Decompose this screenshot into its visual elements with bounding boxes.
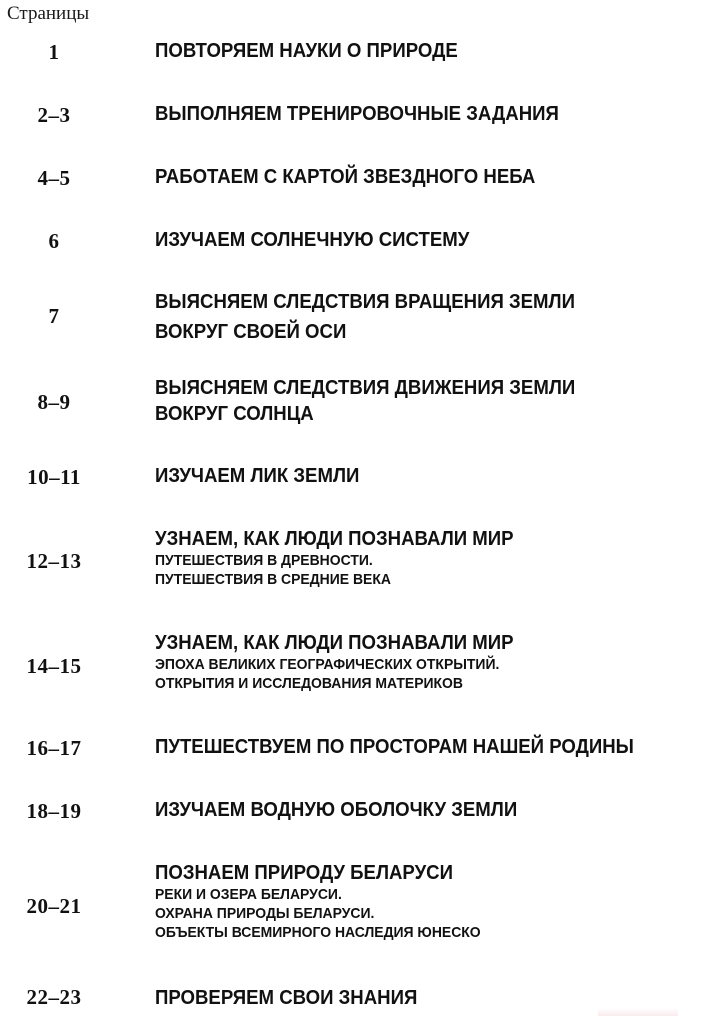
- page-range: 7: [48, 304, 60, 328]
- page-range: 20–21: [26, 894, 82, 918]
- entry-text: [155, 527, 727, 589]
- entry-text: [155, 376, 727, 426]
- entry-title: УЗНАЕМ, КАК ЛЮДИ ПОЗНАВАЛИ МИР: [155, 528, 514, 550]
- entry-subtitle: ОТКРЫТИЯ И ИССЛЕДОВАНИЯ МАТЕРИКОВ: [155, 675, 463, 692]
- page-range: 6: [48, 229, 60, 253]
- page-range: 4–5: [37, 166, 71, 190]
- entry-title: ПОВТОРЯЕМ НАУКИ О ПРИРОДЕ: [155, 40, 458, 62]
- entry-text: [155, 735, 727, 759]
- entry-title: ВЫЯСНЯЕМ СЛЕДСТВИЯ ВРАЩЕНИЯ ЗЕМЛИ: [155, 291, 575, 313]
- entry-title: РАБОТАЕМ С КАРТОЙ ЗВЕЗДНОГО НЕБА: [155, 166, 536, 188]
- entry-title: ИЗУЧАЕМ ВОДНУЮ ОБОЛОЧКУ ЗЕМЛИ: [155, 799, 518, 821]
- entry-text: [155, 102, 727, 126]
- entry-text: [155, 290, 727, 344]
- entry-text: [155, 798, 727, 822]
- entry-text: [155, 631, 727, 693]
- entry-title: ВЫПОЛНЯЕМ ТРЕНИРОВОЧНЫЕ ЗАДАНИЯ: [155, 103, 559, 125]
- entry-text: [155, 228, 727, 252]
- page-range: 1: [48, 40, 60, 64]
- page-range: 16–17: [26, 736, 82, 760]
- entry-title: ИЗУЧАЕМ ЛИК ЗЕМЛИ: [155, 465, 360, 487]
- page-range: 18–19: [26, 799, 82, 823]
- entry-subtitle: ПУТЕШЕСТВИЯ В ДРЕВНОСТИ.: [155, 552, 373, 569]
- scan-mark: [598, 1008, 678, 1016]
- entry-subtitle: ОБЪЕКТЫ ВСЕМИРНОГО НАСЛЕДИЯ ЮНЕСКО: [155, 924, 481, 941]
- page-range: 12–13: [26, 549, 82, 573]
- entry-text: [155, 986, 727, 1010]
- entry-subtitle: ЭПОХА ВЕЛИКИХ ГЕОГРАФИЧЕСКИХ ОТКРЫТИЙ.: [155, 656, 500, 673]
- entry-title: ВЫЯСНЯЕМ СЛЕДСТВИЯ ДВИЖЕНИЯ ЗЕМЛИ: [155, 377, 576, 399]
- entry-title-continued: ВОКРУГ СВОЕЙ ОСИ: [155, 321, 347, 343]
- entry-title: УЗНАЕМ, КАК ЛЮДИ ПОЗНАВАЛИ МИР: [155, 632, 514, 654]
- page-range: 8–9: [37, 390, 71, 414]
- page-range: 14–15: [26, 654, 82, 678]
- page-range: 22–23: [26, 985, 82, 1009]
- entry-subtitle: ОХРАНА ПРИРОДЫ БЕЛАРУСИ.: [155, 905, 375, 922]
- entry-text: [155, 464, 727, 488]
- entry-text: [155, 165, 727, 189]
- entry-text: [155, 861, 727, 942]
- entry-title: ПОЗНАЕМ ПРИРОДУ БЕЛАРУСИ: [155, 862, 453, 884]
- entry-title: ПРОВЕРЯЕМ СВОИ ЗНАНИЯ: [155, 987, 418, 1009]
- page-range: 10–11: [27, 465, 81, 489]
- page-range: 2–3: [37, 103, 71, 127]
- entry-title: ИЗУЧАЕМ СОЛНЕЧНУЮ СИСТЕМУ: [155, 229, 470, 251]
- entry-subtitle: ПУТЕШЕСТВИЯ В СРЕДНИЕ ВЕКА: [155, 571, 391, 588]
- entry-text: [155, 39, 727, 63]
- entry-title: ПУТЕШЕСТВУЕМ ПО ПРОСТОРАМ НАШЕЙ РОДИНЫ: [155, 736, 634, 758]
- entry-subtitle: РЕКИ И ОЗЕРА БЕЛАРУСИ.: [155, 886, 342, 903]
- pages-column-header: Страницы: [7, 3, 90, 24]
- entry-title-continued: ВОКРУГ СОЛНЦА: [155, 403, 314, 425]
